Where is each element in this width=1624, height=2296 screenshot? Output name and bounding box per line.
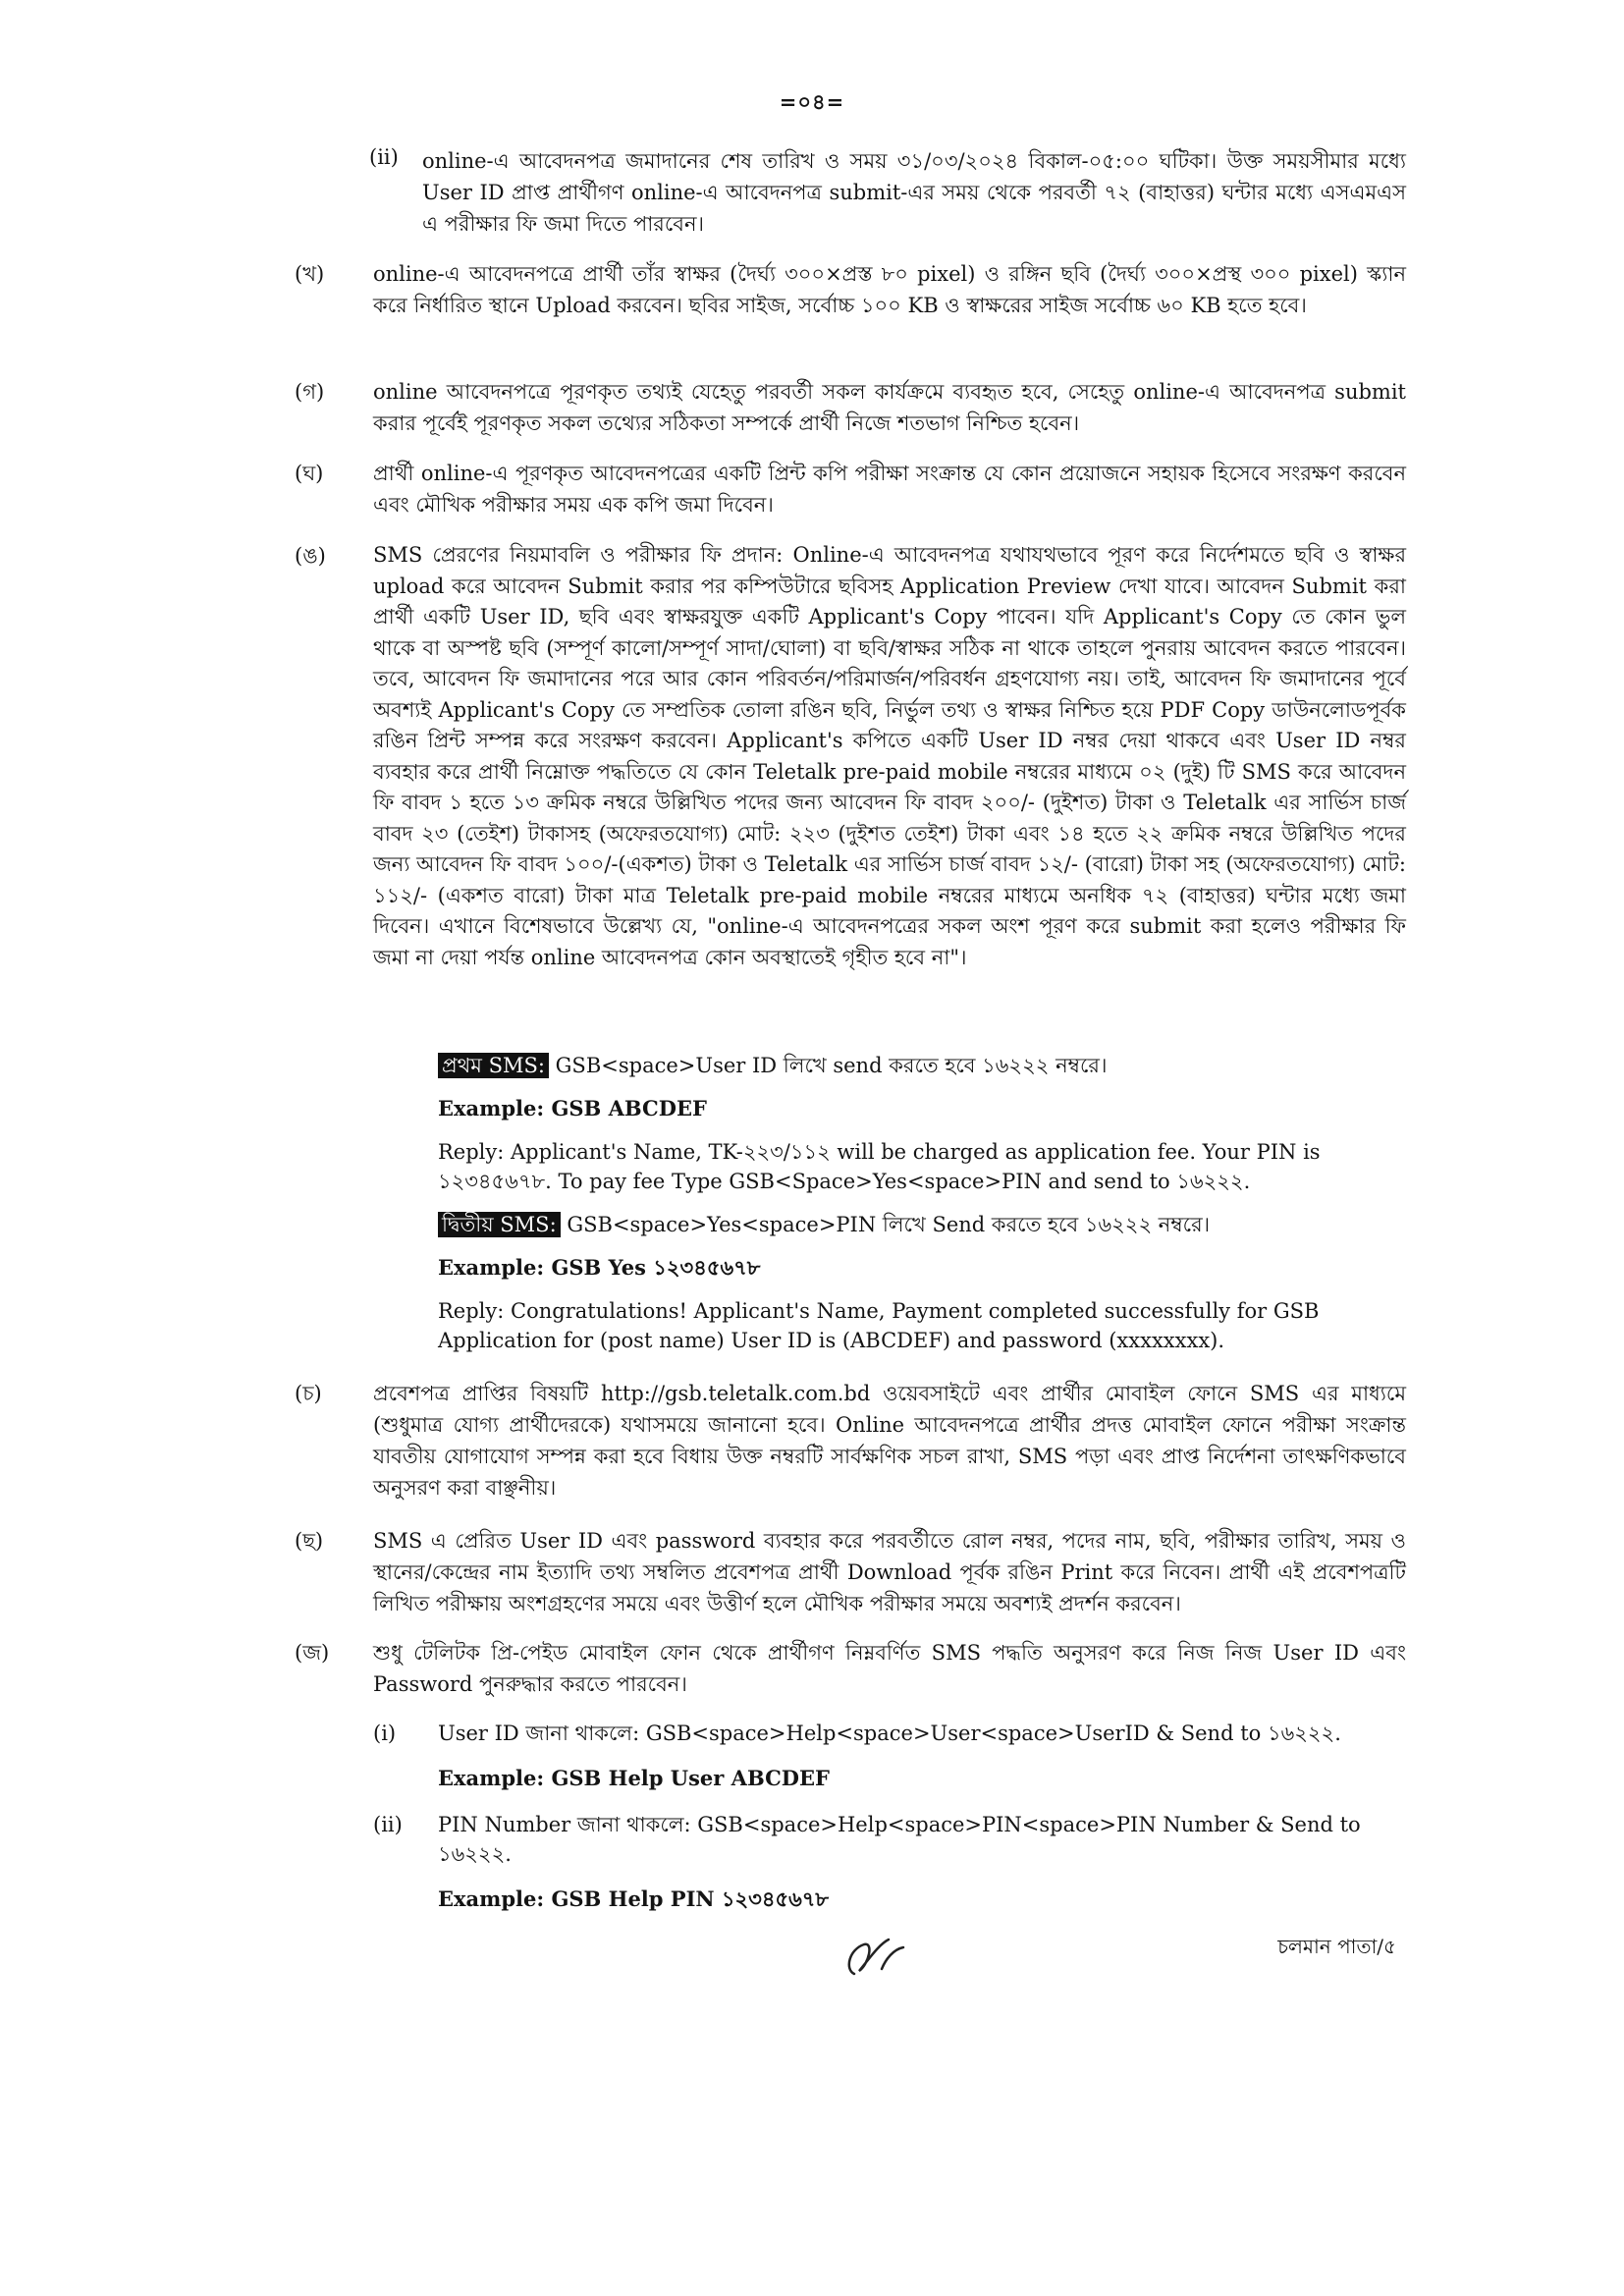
signature-mark xyxy=(835,1930,913,1989)
item-ja xyxy=(295,1637,1406,1700)
first-sms-reply: Reply: Applicant's Name, TK-২২৩/১১২ will be charged as application fee. Your PIN is ১২৩৪৫৬৭৮. To pay fee Type GSB<Space>Yes<space>PIN and send to ১৬২২২. xyxy=(438,1140,1321,1193)
item-ga xyxy=(295,376,1406,439)
first-sms-text: GSB<space>User ID লিখে send করতে হবে ১৬২২২ নম্বরে। xyxy=(555,1054,1108,1077)
second-sms xyxy=(438,1210,1406,1239)
item-marker: (ছ) xyxy=(295,1529,324,1553)
sms-instructions xyxy=(438,1051,1406,1355)
recovery-marker: (ii) xyxy=(373,1813,403,1836)
continued-page-note: চলমান পাতা/৫ xyxy=(1277,1935,1396,1958)
page-number: =০৪= xyxy=(779,89,845,114)
recovery-marker: (i) xyxy=(373,1722,397,1745)
recovery-text: User ID জানা থাকলে: GSB<space>Help<space>User<space>UserID & Send to ১৬২২২. xyxy=(438,1722,1341,1745)
item-marker: (ঙ) xyxy=(295,544,326,568)
item-chha xyxy=(295,1525,1406,1619)
first-sms-label: প্রথম SMS: xyxy=(438,1053,549,1078)
recovery-text: PIN Number জানা থাকলে: GSB<space>Help<space>PIN<space>PIN Number & Send to ১৬২২২. xyxy=(438,1813,1361,1866)
item-text: online-এ আবেদনপত্রে প্রার্থী তাঁর স্বাক্ষর (দৈর্ঘ্য ৩০০×প্রস্ত ৮০ pixel) ও রঙ্গিন ছবি (দৈর্ঘ্য ৩০০×প্রস্থ ৩০০ pixel) স্ক্যান করে নির্ধারিত স্থানে Upload করবেন। ছবির সাইজ, সর্বোচ্চ ১০০ KB ও স্বাক্ষরের সাইজ সর্বোচ্চ ৬০ KB হতে হবে। xyxy=(373,262,1406,317)
second-sms-label: দ্বিতীয় SMS: xyxy=(438,1212,561,1237)
second-sms-example: Example: GSB Yes ১২৩৪৫৬৭৮ xyxy=(438,1255,761,1280)
recovery-example: Example: GSB Help User ABCDEF xyxy=(438,1766,830,1790)
item-cha xyxy=(295,1378,1406,1503)
item-marker: (ঘ) xyxy=(295,462,324,485)
item-umo xyxy=(295,540,1406,973)
item-text: SMS প্রেরণের নিয়মাবলি ও পরীক্ষার ফি প্রদান: Online-এ আবেদনপত্র যথাযথভাবে পূরণ করে নির্দেশমতে ছবি ও স্বাক্ষর upload করে আবেদন Submit করার পর কম্পিউটারে ছবিসহ Application Preview দেখা যাবে। আবেদন Submit করা প্রার্থী একটি User ID, ছবি এবং স্বাক্ষরযুক্ত একটি Applicant's Copy পাবেন। যদি Applicant's Copy তে কোন ভুল থাকে বা অস্পষ্ট ছবি (সম্পূর্ণ কালো/সম্পূর্ণ সাদা/ঘোলা) বা ছবি/স্বাক্ষর সঠিক না থাকে তাহলে পুনরায় আবেদন করতে পারবেন। তবে, আবেদন ফি জমাদানের পরে আর কোন পরিবর্তন/পরিমার্জন/পরিবর্ধন গ্রহণযোগ্য নয়। তাই, আবেদন ফি জমাদানের পূর্বে অবশ্যই Applicant's Copy তে সম্প্রতিক তোলা রঙিন ছবি, নির্ভুল তথ্য ও স্বাক্ষর নিশ্চিত হয়ে PDF Copy ডাউনলোডপূর্বক রঙিন প্রিন্ট সম্পন্ন করে সংরক্ষণ করবেন। Applicant's কপিতে একটি User ID নম্বর দেয়া থাকবে এবং User ID নম্বর ব্যবহার করে প্রার্থী নিম্নোক্ত পদ্ধতিতে যে কোন Teletalk pre-paid mobile নম্বরের মাধ্যমে ০২ (দুই) টি SMS করে আবেদন ফি বাবদ ১ হতে ১৩ ক্রমিক নম্বরে উল্লিখিত পদের জন্য আবেদন ফি বাবদ ২০০/- (দুইশত) টাকা ও Teletalk এর সার্ভিস চার্জ বাবদ ২৩ (তেইশ) টাকাসহ (অফেরতযোগ্য) মোট: ২২৩ (দুইশত তেইশ) টাকা এবং ১৪ হতে ২২ ক্রমিক নম্বরে উল্লিখিত পদের জন্য আবেদন ফি বাবদ ১০০/-(একশত) টাকা ও Teletalk এর সার্ভিস চার্জ বাবদ ১২/- (বারো) টাকা সহ (অফেরতযোগ্য) মোট: ১১২/- (একশত বারো) টাকা মাত্র Teletalk pre-paid mobile নম্বরের মাধ্যমে অনধিক ৭২ (বাহাত্তর) ঘন্টার মধ্যে জমা দিবেন। এখানে বিশেষভাবে উল্লেখ্য যে, "online-এ আবেদনপত্রের সকল অংশ পূরণ করে submit করা হলেও পরীক্ষার ফি জমা না দেয়া পর্যন্ত online আবেদনপত্র কোন অবস্থাতেই গৃহীত হবে না"। xyxy=(373,543,1406,969)
item-text: প্রবেশপত্র প্রাপ্তির বিষয়টি http://gsb.teletalk.com.bd ওয়েবসাইটে এবং প্রার্থীর মোবাইল ফোনে SMS এর মাধ্যমে (শুধুমাত্র যোগ্য প্রার্থীদেরকে) যথাসময়ে জানানো হবে। Online আবেদনপত্রে প্রার্থীর প্রদত্ত মোবাইল ফোনে পরীক্ষা সংক্রান্ত যাবতীয় যোগাযোগ সম্পন্ন করা হবে বিধায় উক্ত নম্বরটি সার্বক্ষণিক সচল রাখা, SMS পড়া এবং প্রাপ্ত নির্দেশনা তাৎক্ষণিকভাবে অনুসরণ করা বাঞ্ছনীয়। xyxy=(373,1382,1406,1500)
item-kha xyxy=(295,258,1406,321)
item-marker: (গ) xyxy=(295,380,325,404)
item-text: শুধু টেলিটক প্রি-পেইড মোবাইল ফোন থেকে প্রার্থীগণ নিম্নবর্ণিত SMS পদ্ধতি অনুসরণ করে নিজ নিজ User ID এবং Password পুনরুদ্ধার করতে পারবেন। xyxy=(373,1641,1406,1696)
second-sms-reply: Reply: Congratulations! Applicant's Name, Payment completed successfully for GSB Application for (post name) User ID is (ABCDEF) and password (xxxxxxxx). xyxy=(438,1299,1320,1352)
recovery-ii xyxy=(373,1810,1406,1914)
recovery-i xyxy=(373,1719,1406,1793)
first-sms xyxy=(438,1051,1406,1080)
item-marker: (জ) xyxy=(295,1641,330,1665)
item-gha xyxy=(295,458,1406,520)
item-text: প্রার্থী online-এ পূরণকৃত আবেদনপত্রের একটি প্রিন্ট কপি পরীক্ষা সংক্রান্ত যে কোন প্রয়োজনে সহায়ক হিসেবে সংরক্ষণ করবেন এবং মৌখিক পরীক্ষার সময় এক কপি জমা দিবেন। xyxy=(373,462,1406,517)
item-marker: (খ) xyxy=(295,262,325,286)
item-ii xyxy=(369,145,1406,240)
item-text: online আবেদনপত্রে পূরণকৃত তথ্যই যেহেতু পরবর্তী সকল কার্যক্রমে ব্যবহৃত হবে, সেহেতু online-এ আবেদনপত্র submit করার পূর্বেই পূরণকৃত সকল তথ্যের সঠিকতা সম্পর্কে প্রার্থী নিজে শতভাগ নিশ্চিত হবেন। xyxy=(373,380,1406,435)
item-marker: (চ) xyxy=(295,1382,322,1405)
item-text: online-এ আবেদনপত্র জমাদানের শেষ তারিখ ও সময় ৩১/০৩/২০২৪ বিকাল-০৫:০০ ঘটিকা। উক্ত সময়সীমার মধ্যে User ID প্রাপ্ত প্রার্থীগণ online-এ আবেদনপত্র submit-এর সময় থেকে পরবর্তী ৭২ (বাহাত্তর) ঘন্টার মধ্যে এসএমএস এ পরীক্ষার ফি জমা দিতে পারবেন। xyxy=(422,149,1406,236)
second-sms-text: GSB<space>Yes<space>PIN লিখে Send করতে হবে ১৬২২২ নম্বরে। xyxy=(567,1213,1211,1236)
item-text: SMS এ প্রেরিত User ID এবং password ব্যবহার করে পরবর্তীতে রোল নম্বর, পদের নাম, ছবি, পরীক্ষার তারিখ, সময় ও স্থানের/কেন্দ্রের নাম ইত্যাদি তথ্য সম্বলিত প্রবেশপত্র প্রার্থী Download পূর্বক রঙিন Print করে নিবেন। প্রার্থী এই প্রবেশপত্রটি লিখিত পরীক্ষায় অংশগ্রহণের সময়ে এবং উত্তীর্ণ হলে মৌখিক পরীক্ষার সময়ে অবশ্যই প্রদর্শন করবেন। xyxy=(373,1529,1406,1615)
recovery-example: Example: GSB Help PIN ১২৩৪৫৬৭৮ xyxy=(438,1886,830,1911)
item-marker: (ii) xyxy=(369,145,399,169)
first-sms-example: Example: GSB ABCDEF xyxy=(438,1096,707,1121)
